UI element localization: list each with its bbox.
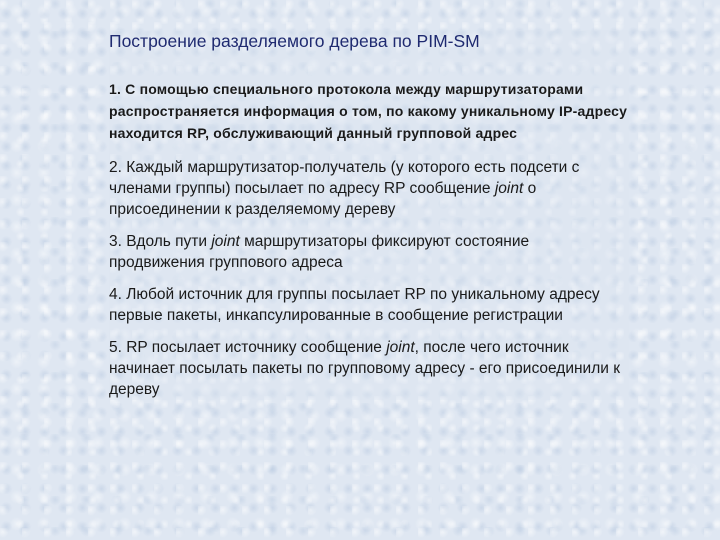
paragraph-2-term: joint: [494, 180, 524, 197]
paragraph-2-text-end: о присоединении к разделяемому дереву: [109, 180, 537, 218]
paragraph-3-term: joint: [211, 233, 240, 250]
paragraph-5: [109, 337, 629, 400]
slide-title: Построение разделяемого дерева по PIM-SM: [109, 31, 480, 51]
paragraph-5-text-start: 5. RP посылает источнику сообщение: [109, 339, 387, 356]
paragraph-3-text-end: маршрутизаторы фиксируют состояние продвижения группового адреса: [109, 233, 530, 271]
paragraph-3-text-start: 3. Вдоль пути: [109, 233, 212, 250]
paragraph-1: 1. С помощью специального протокола между маршрутизаторами распространяется информация о том, по какому уникальному IP-адресу находится RP, обслуживающий данный групповой адрес: [109, 81, 628, 141]
paragraph-3: [109, 231, 629, 273]
paragraph-2: [109, 157, 629, 220]
paragraph-4: 4. Любой источник для группы посылает RP по уникальному адресу первые пакеты, инкапсулированные в сообщение регистрации: [109, 286, 600, 324]
paragraph-5-term: joint: [386, 339, 415, 356]
slide-content: [109, 30, 629, 400]
paragraph-2-text-start: 2. Каждый маршрутизатор-получатель (у которого есть подсети с членами группы) посылает по адресу RP сообщение: [109, 159, 580, 197]
paragraph-5-text-end: , после чего источник начинает посылать пакеты по групповому адресу - его присоединили к дереву: [109, 339, 620, 398]
